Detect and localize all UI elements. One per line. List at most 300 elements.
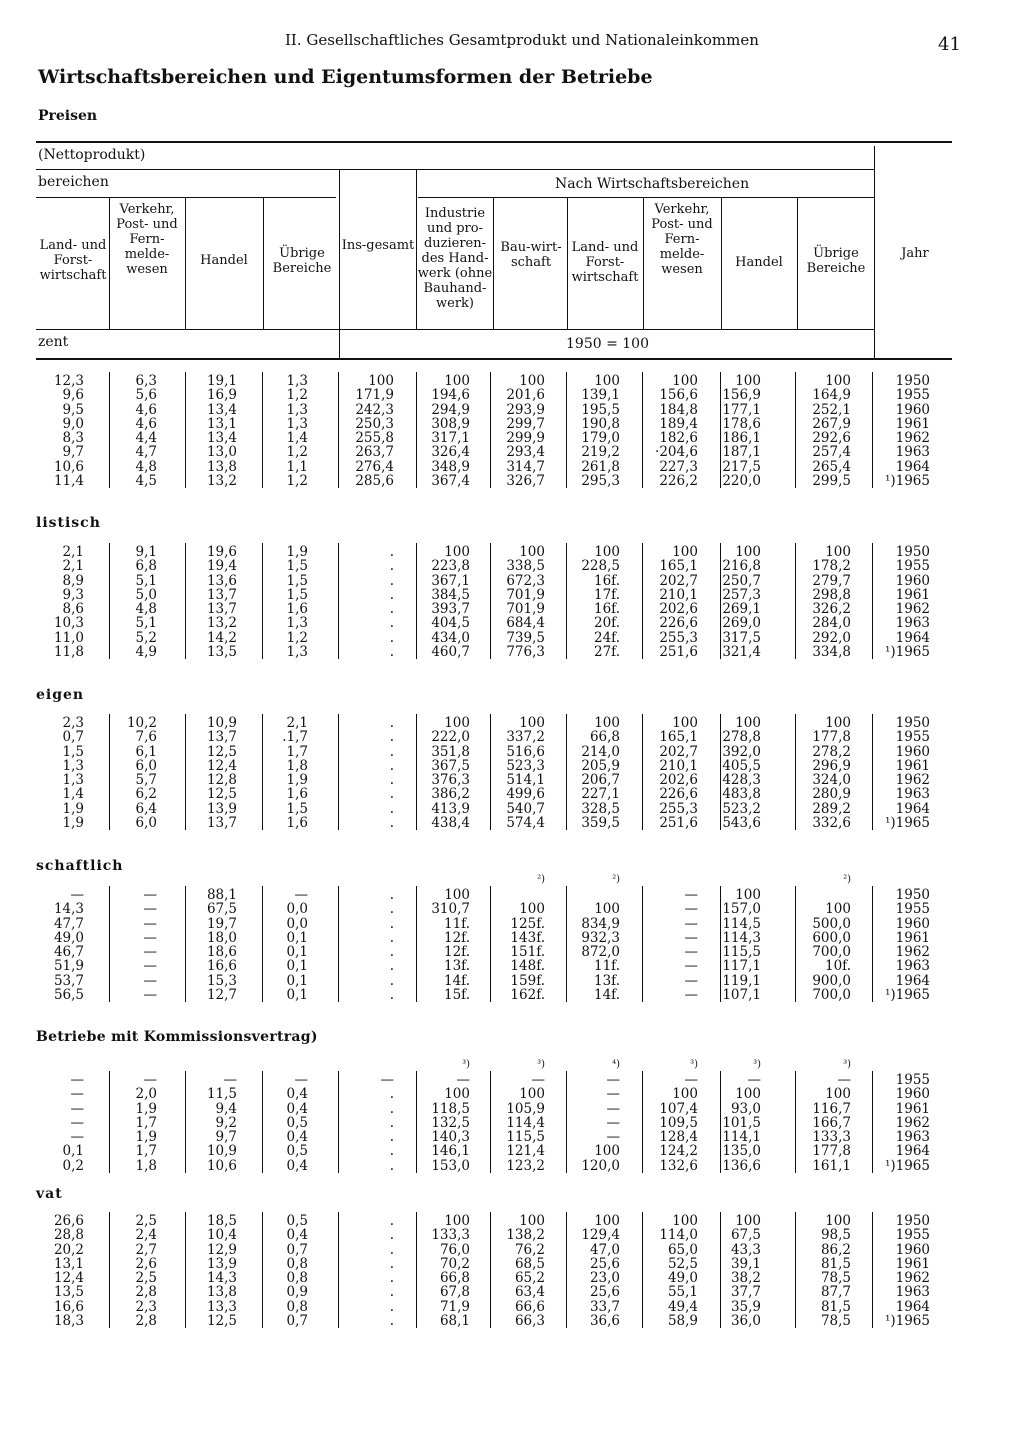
header-rule-1: [36, 169, 874, 170]
table-cell: 0,0: [286, 901, 308, 918]
table-cell: 317,5: [722, 629, 761, 646]
table-cell: 328,5: [581, 800, 620, 817]
table-cell: 165,1: [659, 729, 698, 746]
table-cell: 216,8: [722, 558, 761, 575]
year-cell: ¹)1965: [884, 643, 930, 660]
table-cell: 0,7: [286, 1312, 308, 1329]
table-cell: 93,0: [730, 1100, 761, 1117]
table-cell: 70,2: [439, 1255, 470, 1272]
table-cell: .: [389, 1255, 394, 1272]
table-cell: .: [389, 1284, 394, 1301]
table-cell: 8,9: [62, 572, 84, 589]
table-cell: 332,6: [812, 814, 851, 831]
table-cell: 0,5: [286, 1213, 308, 1229]
footnote-mark: ³): [843, 1059, 851, 1070]
table-cell: 428,3: [722, 772, 761, 788]
year-cell: 1960: [895, 743, 930, 760]
table-cell: 187,1: [722, 444, 761, 461]
table-cell: 0,8: [286, 1298, 308, 1315]
year-cell: 1955: [895, 1227, 930, 1244]
table-cell: 2,3: [62, 715, 84, 731]
header-column-divider: [567, 198, 568, 329]
table-cell: 600,0: [812, 929, 851, 946]
table-cell: 434,0: [431, 629, 470, 646]
table-cell: 0,1: [286, 929, 308, 946]
table-cell: 25,6: [589, 1284, 620, 1301]
table-cell: 1,8: [286, 757, 308, 774]
table-cell: 19,1: [206, 373, 237, 389]
table-cell: 33,7: [589, 1298, 620, 1315]
table-cell: .: [389, 1129, 394, 1145]
table-cell: 1,3: [286, 415, 308, 432]
table-cell: 206,7: [581, 772, 620, 788]
table-cell: 900,0: [812, 972, 851, 989]
table-cell: 81,5: [820, 1298, 851, 1315]
table-cell: 178,6: [722, 415, 761, 432]
table-cell: 14,3: [53, 901, 84, 918]
table-cell: 114,3: [722, 929, 761, 946]
table-cell: 143f.: [510, 929, 545, 946]
table-cell: 100: [444, 373, 470, 389]
table-cell: 18,5: [206, 1213, 237, 1229]
table-cell: .1,7: [282, 729, 308, 746]
table-cell: 9,7: [215, 1129, 237, 1145]
table-cell: 202,6: [659, 772, 698, 788]
table-cell: .: [389, 1213, 394, 1229]
table-cell: 100: [444, 544, 470, 560]
table-cell: 10,9: [206, 1143, 237, 1160]
page-subtitle: Preisen: [38, 108, 98, 124]
table-cell: 11,5: [206, 1086, 237, 1103]
table-cell: 13,5: [53, 1284, 84, 1301]
year-cell: ¹)1965: [884, 986, 930, 1003]
table-cell: 1,5: [286, 586, 308, 603]
table-cell: 12,7: [206, 986, 237, 1003]
table-cell: 100: [444, 715, 470, 731]
table-cell: —: [684, 929, 698, 946]
table-cell: .: [389, 757, 394, 774]
year-cell: 1962: [895, 430, 930, 446]
column-header: Land-​ und Forst-​wirtschaft: [39, 238, 107, 283]
table-cell: 49,4: [667, 1298, 698, 1315]
table-cell: .: [389, 558, 394, 575]
table-cell: 65,2: [514, 1270, 545, 1286]
table-cell: 47,7: [53, 915, 84, 932]
table-cell: 88,1: [206, 887, 237, 903]
table-cell: 1,9: [286, 772, 308, 788]
table-cell: 202,7: [659, 572, 698, 589]
table-cell: 404,5: [431, 615, 470, 632]
table-cell: 0,9: [286, 1284, 308, 1301]
group-left-label: bereichen: [38, 174, 109, 190]
table-cell: 10f.: [825, 958, 851, 975]
table-cell: 227,3: [659, 458, 698, 475]
table-cell: —: [747, 1072, 761, 1088]
table-cell: .: [389, 800, 394, 817]
table-cell: 1,6: [286, 814, 308, 831]
table-cell: —: [143, 986, 157, 1003]
table-cell: —: [143, 929, 157, 946]
table-cell: 9,0: [62, 415, 84, 432]
table-cell: 20f.: [594, 615, 620, 632]
table-cell: .: [389, 786, 394, 803]
table-cell: 100: [594, 373, 620, 389]
table-cell: 6,8: [135, 558, 157, 575]
table-cell: 15,3: [206, 972, 237, 989]
table-cell: 66,6: [514, 1298, 545, 1315]
table-cell: 0,4: [286, 1227, 308, 1244]
table-cell: 100: [735, 1213, 761, 1229]
table-cell: 242,3: [355, 401, 394, 418]
table-cell: 177,8: [812, 729, 851, 746]
year-cell: 1960: [895, 915, 930, 932]
year-column-divider: [874, 146, 875, 358]
table-cell: 1,9: [135, 1100, 157, 1117]
table-cell: .: [389, 715, 394, 731]
table-cell: 321,4: [722, 643, 761, 660]
table-cell: 0,4: [286, 1100, 308, 1117]
table-cell: 337,2: [506, 729, 545, 746]
table-cell: 1,2: [286, 387, 308, 404]
table-cell: —: [606, 1072, 620, 1088]
table-cell: 2,1: [62, 544, 84, 560]
page-title: Wirtschaftsbereichen und Eigentumsformen der Betriebe: [38, 66, 653, 88]
table-cell: 11,8: [53, 643, 84, 660]
table-cell: 284,0: [812, 615, 851, 632]
table-cell: 739,5: [506, 629, 545, 646]
table-cell: 162f.: [510, 986, 545, 1003]
table-cell: 13,9: [206, 800, 237, 817]
footnote-mark: ⁴): [612, 1059, 620, 1070]
table-cell: 100: [672, 373, 698, 389]
table-cell: 263,7: [355, 444, 394, 461]
table-cell: 5,6: [135, 387, 157, 404]
table-cell: 161,1: [812, 1157, 851, 1174]
table-cell: 202,6: [659, 601, 698, 617]
table-cell: 932,3: [581, 929, 620, 946]
table-cell: .: [389, 743, 394, 760]
section-title: vat: [36, 1186, 63, 1202]
table-cell: .: [389, 1100, 394, 1117]
table-cell: 78,5: [820, 1270, 851, 1286]
year-cell: 1950: [895, 887, 930, 903]
table-cell: 100: [672, 1086, 698, 1103]
table-cell: 4,4: [135, 430, 157, 446]
table-cell: 124,2: [659, 1143, 698, 1160]
table-cell: —: [70, 887, 84, 903]
table-cell: 115,5: [506, 1129, 545, 1145]
table-cell: 1,2: [286, 472, 308, 489]
table-cell: 214,0: [581, 743, 620, 760]
table-cell: .: [389, 1298, 394, 1315]
table-cell: 9,2: [215, 1114, 237, 1131]
table-cell: 514,1: [506, 772, 545, 788]
table-cell: 14,3: [206, 1270, 237, 1286]
table-cell: 834,9: [581, 915, 620, 932]
column-header: Übrige Bereiche: [272, 246, 332, 276]
table-cell: 171,9: [355, 387, 394, 404]
table-cell: 292,6: [812, 430, 851, 446]
table-cell: 367,1: [431, 572, 470, 589]
table-cell: 1,3: [62, 772, 84, 788]
table-cell: .: [389, 772, 394, 788]
table-cell: 0,1: [286, 944, 308, 960]
table-cell: 483,8: [722, 786, 761, 803]
table-cell: 4,6: [135, 401, 157, 418]
table-cell: 872,0: [581, 944, 620, 960]
table-cell: 51,9: [53, 958, 84, 975]
table-cell: 129,4: [581, 1227, 620, 1244]
table-cell: 140,3: [431, 1129, 470, 1145]
table-cell: 1,3: [286, 615, 308, 632]
table-cell: 1,2: [286, 444, 308, 461]
table-cell: 1,5: [286, 558, 308, 575]
table-cell: 68,5: [514, 1255, 545, 1272]
table-cell: 672,3: [506, 572, 545, 589]
table-cell: 2,6: [135, 1255, 157, 1272]
table-cell: 114,1: [722, 1129, 761, 1145]
table-cell: 100: [594, 544, 620, 560]
table-cell: 0,8: [286, 1255, 308, 1272]
year-cell: ¹)1965: [884, 1157, 930, 1174]
table-cell: 9,5: [62, 401, 84, 418]
table-cell: 81,5: [820, 1255, 851, 1272]
column-header: Übrige Bereiche: [806, 246, 866, 276]
table-cell: 47,0: [589, 1241, 620, 1258]
table-cell: 116,7: [812, 1100, 851, 1117]
table-cell: 13,9: [206, 1255, 237, 1272]
table-cell: 701,9: [506, 586, 545, 603]
table-cell: 1,3: [286, 401, 308, 418]
table-cell: 226,2: [659, 472, 698, 489]
table-cell: 35,9: [730, 1298, 761, 1315]
table-cell: 12,5: [206, 743, 237, 760]
table-cell: —: [143, 944, 157, 960]
table-cell: 293,4: [506, 444, 545, 461]
table-cell: 294,9: [431, 401, 470, 418]
table-cell: 36,0: [730, 1312, 761, 1329]
table-cell: 100: [735, 715, 761, 731]
table-cell: 133,3: [431, 1227, 470, 1244]
table-cell: —: [684, 958, 698, 975]
year-cell: 1955: [895, 901, 930, 918]
year-cell: ¹)1965: [884, 472, 930, 489]
year-cell: 1963: [895, 1284, 930, 1301]
table-cell: .: [389, 601, 394, 617]
table-cell: 701,9: [506, 601, 545, 617]
table-cell: 326,7: [506, 472, 545, 489]
table-cell: —: [70, 1086, 84, 1103]
table-cell: 367,5: [431, 757, 470, 774]
table-cell: 16,6: [53, 1298, 84, 1315]
table-cell: 499,6: [506, 786, 545, 803]
header-column-divider: [721, 198, 722, 329]
table-cell: 324,0: [812, 772, 851, 788]
table-cell: 146,1: [431, 1143, 470, 1160]
table-cell: 9,7: [62, 444, 84, 461]
table-cell: 100: [672, 544, 698, 560]
table-cell: 16f.: [594, 572, 620, 589]
table-cell: 280,9: [812, 786, 851, 803]
header-column-divider: [263, 198, 264, 329]
table-cell: 255,3: [659, 800, 698, 817]
table-cell: 1,9: [62, 814, 84, 831]
table-cell: 1,5: [62, 743, 84, 760]
table-cell: 100: [594, 1143, 620, 1160]
table-cell: 0,4: [286, 1129, 308, 1145]
table-cell: 317,1: [431, 430, 470, 446]
table-cell: 438,4: [431, 814, 470, 831]
table-cell: 13,5: [206, 643, 237, 660]
table-cell: 0,0: [286, 915, 308, 932]
table-cell: 12,5: [206, 1312, 237, 1329]
table-cell: 6,0: [135, 757, 157, 774]
table-cell: 132,6: [659, 1157, 698, 1174]
year-cell: 1960: [895, 401, 930, 418]
table-cell: —: [684, 944, 698, 960]
footnote-mark: ³): [753, 1059, 761, 1070]
table-cell: 574,4: [506, 814, 545, 831]
section-title: eigen: [36, 687, 85, 703]
table-cell: 0,2: [62, 1157, 84, 1174]
table-cell: 58,9: [667, 1312, 698, 1329]
table-cell: 0,5: [286, 1114, 308, 1131]
table-cell: 138,2: [506, 1227, 545, 1244]
year-cell: 1955: [895, 387, 930, 404]
table-cell: 13,1: [53, 1255, 84, 1272]
table-cell: 326,2: [812, 601, 851, 617]
table-cell: 1,8: [135, 1157, 157, 1174]
table-cell: 251,6: [659, 643, 698, 660]
table-cell: 9,3: [62, 586, 84, 603]
table-cell: 13f.: [594, 972, 620, 989]
table-cell: 252,1: [812, 401, 851, 418]
table-cell: 13f.: [444, 958, 470, 975]
year-cell: 1950: [895, 1213, 930, 1229]
year-cell: ¹)1965: [884, 814, 930, 831]
table-cell: .: [389, 1143, 394, 1160]
table-cell: 100: [519, 1086, 545, 1103]
table-cell: 107,1: [722, 986, 761, 1003]
table-cell: .: [389, 972, 394, 989]
header-column-divider: [493, 198, 494, 329]
table-cell: 120,0: [581, 1157, 620, 1174]
table-cell: 100: [735, 1086, 761, 1103]
table-cell: 6,0: [135, 814, 157, 831]
table-cell: 1,1: [286, 458, 308, 475]
table-cell: 63,4: [514, 1284, 545, 1301]
year-cell: 1964: [895, 800, 930, 817]
table-cell: 10,6: [206, 1157, 237, 1174]
year-cell: 1961: [895, 929, 930, 946]
table-cell: 376,3: [431, 772, 470, 788]
table-cell: 66,8: [589, 729, 620, 746]
table-cell: 5,0: [135, 586, 157, 603]
table-cell: .: [389, 615, 394, 632]
table-cell: 278,2: [812, 743, 851, 760]
header-rule-left: [36, 197, 336, 198]
column-header: Ins-​gesamt: [341, 238, 415, 253]
year-cell: 1960: [895, 572, 930, 589]
table-cell: —: [606, 1114, 620, 1131]
table-cell: 6,4: [135, 800, 157, 817]
table-cell: 217,5: [722, 458, 761, 475]
table-cell: 135,0: [722, 1143, 761, 1160]
header-rule-2: [36, 329, 874, 330]
table-cell: 123,2: [506, 1157, 545, 1174]
table-cell: 255,3: [659, 629, 698, 646]
table-cell: 100: [672, 1213, 698, 1229]
table-cell: 13,7: [206, 729, 237, 746]
table-cell: 1,7: [135, 1114, 157, 1131]
table-cell: 100: [825, 1213, 851, 1229]
table-cell: 278,8: [722, 729, 761, 746]
table-cell: 4,5: [135, 472, 157, 489]
unit-label: (Nettoprodukt): [38, 147, 146, 163]
table-cell: 114,5: [722, 915, 761, 932]
table-cell: 15f.: [444, 986, 470, 1003]
table-cell: 13,2: [206, 472, 237, 489]
table-cell: 165,1: [659, 558, 698, 575]
table-cell: 11,0: [53, 629, 84, 646]
table-cell: 276,4: [355, 458, 394, 475]
table-cell: .: [389, 1114, 394, 1131]
table-cell: —: [294, 887, 308, 903]
table-cell: 100: [444, 1086, 470, 1103]
table-cell: 184,8: [659, 401, 698, 418]
table-cell: 46,7: [53, 944, 84, 960]
table-cell: 8,6: [62, 601, 84, 617]
table-cell: 76,2: [514, 1241, 545, 1258]
table-cell: 523,2: [722, 800, 761, 817]
table-cell: 10,3: [53, 615, 84, 632]
table-cell: 13,6: [206, 572, 237, 589]
table-cell: 351,8: [431, 743, 470, 760]
table-cell: 299,7: [506, 415, 545, 432]
year-cell: 1964: [895, 458, 930, 475]
table-cell: 1,5: [286, 572, 308, 589]
table-cell: 338,5: [506, 558, 545, 575]
table-cell: 12,5: [206, 786, 237, 803]
table-cell: 2,4: [135, 1227, 157, 1244]
group-right-label: Nach Wirtschaftsbereichen: [555, 176, 750, 192]
table-cell: 153,0: [431, 1157, 470, 1174]
table-cell: 100: [735, 544, 761, 560]
table-cell: 0,1: [286, 972, 308, 989]
table-cell: 67,5: [206, 901, 237, 918]
table-cell: 18,3: [53, 1312, 84, 1329]
table-cell: —: [684, 1072, 698, 1088]
table-cell: 11f.: [594, 958, 620, 975]
table-cell: 190,8: [581, 415, 620, 432]
table-cell: 100: [825, 373, 851, 389]
table-cell: 68,1: [439, 1312, 470, 1329]
table-cell: 100: [519, 544, 545, 560]
table-cell: —: [294, 1072, 308, 1088]
table-cell: —: [143, 1072, 157, 1088]
year-cell: 1950: [895, 544, 930, 560]
table-cell: 367,4: [431, 472, 470, 489]
year-cell: 1964: [895, 1143, 930, 1160]
table-cell: 119,1: [722, 972, 761, 989]
table-cell: 250,7: [722, 572, 761, 589]
table-cell: —: [143, 958, 157, 975]
year-cell: 1961: [895, 1255, 930, 1272]
table-cell: 151f.: [510, 944, 545, 960]
year-cell: 1963: [895, 615, 930, 632]
table-cell: 0,8: [286, 1270, 308, 1286]
table-cell: 132,5: [431, 1114, 470, 1131]
